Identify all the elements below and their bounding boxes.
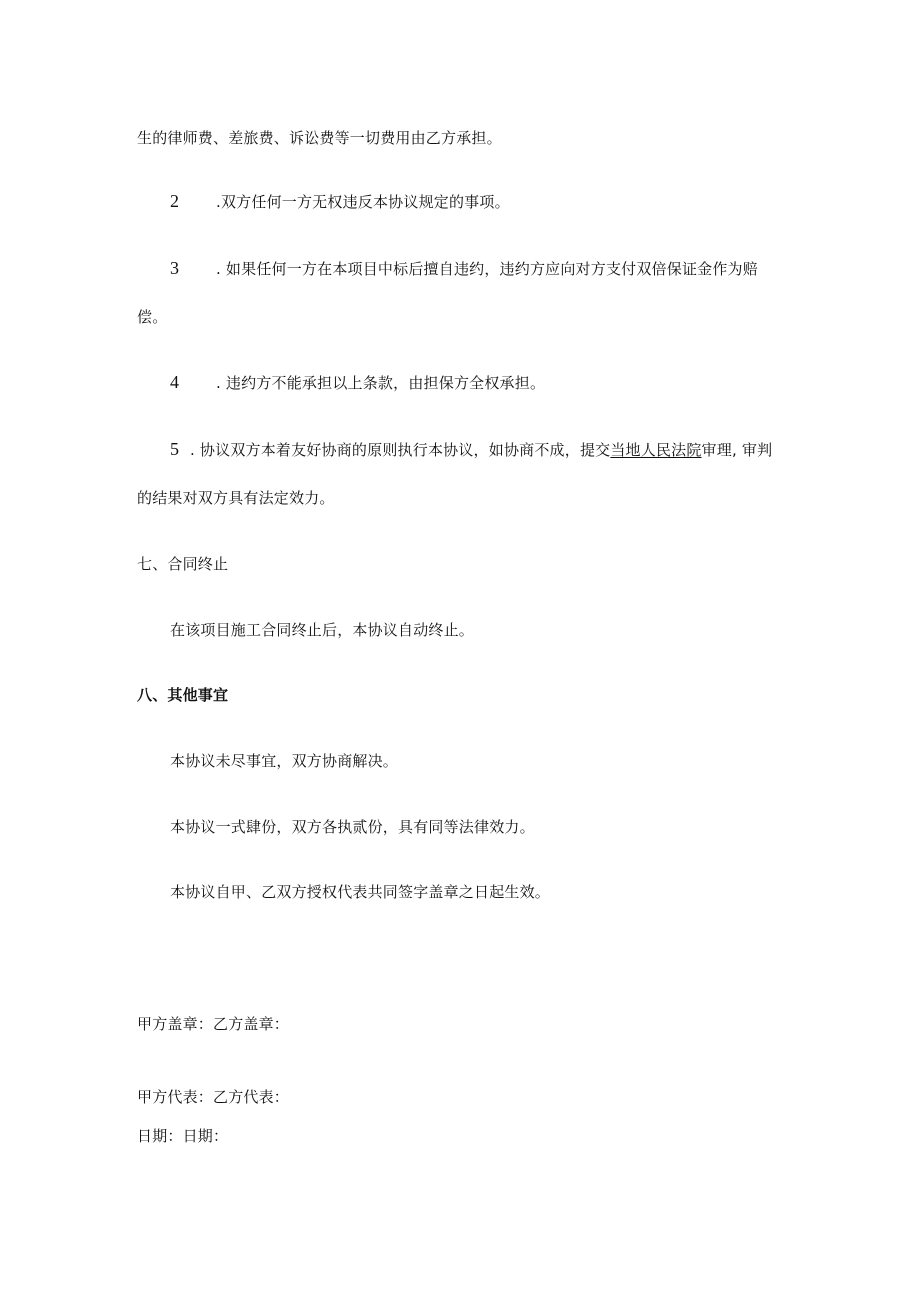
section-other-paragraph-2 <box>170 817 535 837</box>
paragraph-text: 本协议自甲、乙双方授权代表共同签字盖章之日起生效。 <box>170 883 551 901</box>
signature-representative-line <box>137 1087 289 1107</box>
section-heading: 八、其他事宜 <box>137 686 229 704</box>
paragraph-text: 生的律师费、差旅费、诉讼费等一切费用由乙方承担。 <box>137 129 502 147</box>
clause-number: 5 <box>170 439 180 459</box>
clause-item-5-continuation <box>137 488 335 508</box>
clause-item-3 <box>170 258 758 279</box>
signature-date-line <box>137 1126 228 1146</box>
section-other-paragraph-1 <box>170 751 398 771</box>
court-name-text: 当地人民法院 <box>610 441 702 459</box>
signature-text: 甲方盖章：乙方盖章： <box>137 1015 290 1033</box>
section-other-paragraph-3 <box>170 882 550 902</box>
clause-item-5 <box>170 439 772 460</box>
signature-seal-line <box>137 1014 289 1034</box>
clause-text: 的结果对双方具有法定效力。 <box>137 489 335 507</box>
clause-text-after: 审理, 审判 <box>701 441 773 459</box>
clause-number: 3 <box>170 258 180 278</box>
section-body-termination <box>170 620 474 640</box>
clause-text: . 协议双方本着友好协商的原则执行本协议，如协商不成，提交 <box>190 441 611 459</box>
section-heading-termination <box>137 554 228 574</box>
clause-number: 4 <box>170 372 180 392</box>
paragraph-continuation <box>137 128 502 148</box>
clause-item-2 <box>170 191 510 212</box>
clause-item-4 <box>170 372 545 393</box>
paragraph-text: 本协议未尽事宜，双方协商解决。 <box>170 752 399 770</box>
clause-item-3-continuation <box>137 307 167 327</box>
section-heading-other <box>137 685 228 705</box>
clause-text: 偿。 <box>137 308 168 326</box>
signature-text: 日期：日期： <box>137 1127 229 1145</box>
paragraph-text: 本协议一式肆份，双方各执贰份，具有同等法律效力。 <box>170 818 535 836</box>
section-heading: 七、合同终止 <box>137 555 229 573</box>
clause-number: 2 <box>170 191 180 211</box>
paragraph-text: 在该项目施工合同终止后，本协议自动终止。 <box>170 621 475 639</box>
clause-text: . 违约方不能承担以上条款，由担保方全权承担。 <box>216 374 546 392</box>
clause-text: . 如果任何一方在本项目中标后擅自违约，违约方应向对方支付双倍保证金作为赔 <box>216 260 758 278</box>
clause-text: .双方任何一方无权违反本协议规定的事项。 <box>216 193 510 211</box>
signature-text: 甲方代表：乙方代表： <box>137 1088 290 1106</box>
